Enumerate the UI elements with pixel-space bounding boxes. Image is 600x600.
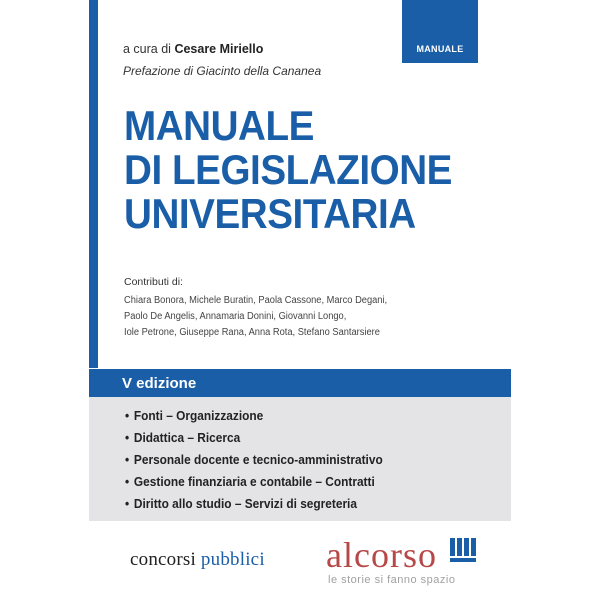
watermark-tagline: le storie si fanno spazio [328, 574, 456, 586]
series-prefix: concorsi [130, 549, 201, 570]
topic-text: Personale docente e tecnico-amministrativo [133, 453, 383, 467]
series-tag [402, 0, 478, 63]
topics-box [89, 397, 511, 521]
title-line: DI LEGISLAZIONE [124, 146, 452, 193]
topic-item [125, 409, 263, 423]
bullet-icon: • [125, 453, 130, 467]
editor-line [123, 42, 263, 56]
bullet-icon: • [125, 409, 130, 423]
topic-text: Fonti – Organizzazione [133, 409, 264, 423]
editor-name: Cesare Miriello [174, 42, 264, 56]
series-highlight: pubblici [200, 549, 265, 570]
series-name [130, 549, 265, 571]
preface-line: Prefazione di Giacinto della Cananea [123, 64, 322, 78]
topic-item [125, 431, 240, 445]
contributors-heading: Contributi di: [124, 276, 183, 288]
topic-item [125, 497, 357, 511]
contributors-line: Iole Petrone, Giuseppe Rana, Anna Rota, Stefano Santarsiere [124, 327, 380, 338]
topic-text: Diritto allo studio – Servizi di segreteria [133, 497, 357, 511]
cover-accent-bar [89, 0, 98, 368]
series-tag-label: MANUALE [416, 44, 464, 54]
topic-item [125, 475, 375, 489]
title-line: UNIVERSITARIA [124, 190, 416, 237]
book-title [124, 104, 474, 236]
topic-text: Didattica – Ricerca [133, 431, 241, 445]
bullet-icon: • [125, 475, 130, 489]
bullet-icon: • [125, 497, 130, 511]
bullet-icon: • [125, 431, 130, 445]
edition-label: V edizione [122, 374, 197, 392]
simone-logo-icon [448, 536, 478, 564]
edition-banner [89, 369, 511, 397]
contributors-line: Chiara Bonora, Michele Buratin, Paola Cassone, Marco Degani, [124, 295, 388, 306]
watermark-brand: alcorso [326, 535, 437, 575]
topic-text: Gestione finanziaria e contabile – Contratti [133, 475, 375, 489]
contributors-line: Paolo De Angelis, Annamaria Donini, Giovanni Longo, [124, 311, 347, 322]
editor-prefix: a cura di [123, 42, 171, 56]
title-line: MANUALE [124, 102, 314, 149]
topic-item [125, 453, 383, 467]
